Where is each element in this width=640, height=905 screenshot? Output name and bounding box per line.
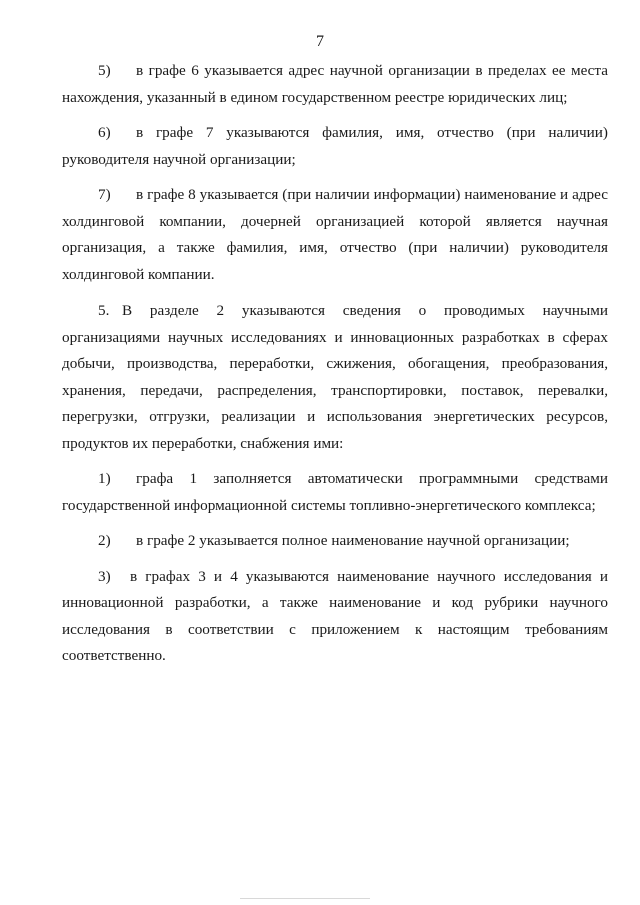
list-item-number: 6)	[98, 124, 111, 141]
list-item-text: в графе 7 указываются фамилия, имя, отчество (при наличии) руководителя научной организации;	[62, 124, 608, 168]
page-number: 7	[316, 33, 324, 50]
list-item-text: в графе 2 указывается полное наименование научной организации;	[136, 532, 570, 549]
list-item-1	[62, 466, 608, 519]
list-item-number: 2)	[98, 532, 111, 549]
section-paragraph-5	[62, 298, 608, 457]
scan-edge-divider	[240, 898, 370, 899]
list-item-number: 5)	[98, 62, 111, 79]
list-item-7	[62, 182, 608, 288]
list-item-6	[62, 120, 608, 173]
list-item-5	[62, 58, 608, 111]
list-item-text: в графах 3 и 4 указываются наименование научного исследования и инновационной разработки, а также наименование и код рубрики научного исследования в соответствии с приложением к настоящим требованиям соответственно.	[62, 567, 608, 664]
list-item-number: 3)	[98, 567, 111, 585]
paragraph-text: В разделе 2 указываются сведения о проводимых научными организациями научных исследованиях и инновационных разработках в сферах добычи, производства, переработки, сжижения, обогащения, преобразования, хранения, передачи, распределения, транспортировки, поставок, перевалки, перегрузки, отгрузки, реализации и использования энергетических ресурсов, продуктов их переработки, снабжения ими:	[62, 302, 608, 452]
list-item-number: 7)	[98, 186, 111, 203]
paragraph-number: 5.	[98, 302, 110, 319]
document-body	[62, 58, 608, 679]
list-item-text: в графе 8 указывается (при наличии информации) наименование и адрес холдинговой компании, дочерней организацией которой является научная организация, а также фамилия, имя, отчество (при наличии) руководителя холдинговой компании.	[62, 186, 608, 283]
list-item-number: 1)	[98, 470, 111, 487]
list-item-3	[62, 564, 608, 670]
list-item-text: в графе 6 указывается адрес научной организации в пределах ее места нахождения, указанный в едином государственном реестре юридических лиц;	[62, 62, 608, 106]
list-item-2	[62, 528, 608, 555]
list-item-text: графа 1 заполняется автоматически программными средствами государственной информационной системы топливно-энергетического комплекса;	[62, 470, 608, 514]
